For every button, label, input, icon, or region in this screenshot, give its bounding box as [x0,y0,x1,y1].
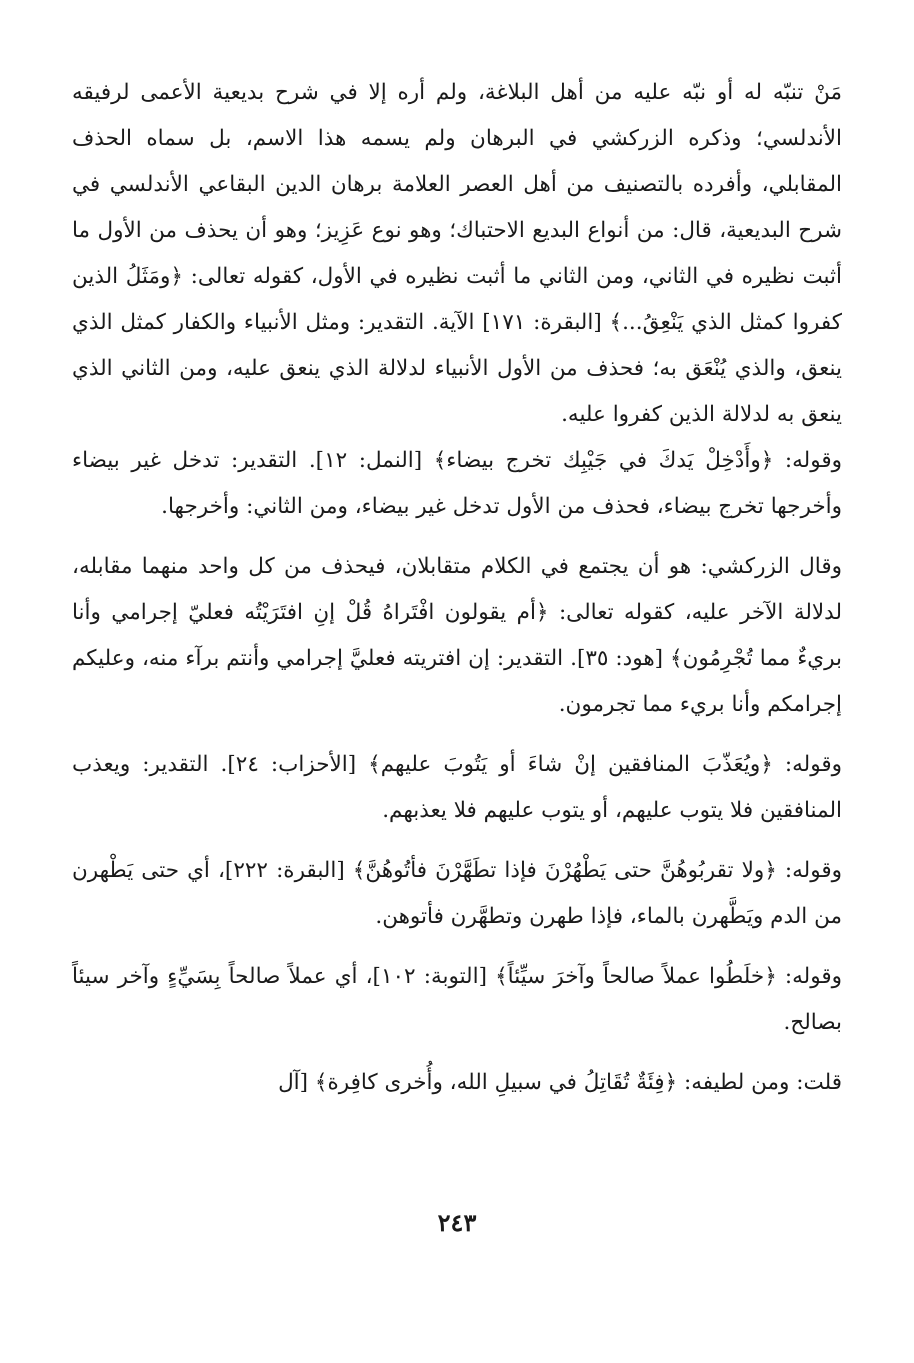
paragraph-naml: وقوله: ﴿وأَدْخِلْ يَدكَ في جَيْبِك تخرج بيضاء﴾ [النمل: ١٢]. التقدير: تدخل غير بيضاء وأخرجها تخرج بيضاء، فحذف من الأول تدخل غير بيضاء، ومن الثاني: وأخرجها. [72,448,842,519]
paragraph-tawba: وقوله: ﴿خلَطُوا عملاً صالحاً وآخرَ سيِّئاً﴾ [التوبة: ١٠٢]، أي عملاً صالحاً بِسَيِّءٍ وآخر سيئاً بصالح. [72,964,842,1035]
page-text [72,70,842,1106]
paragraph-ali-imran: قلت: ومن لطيفه: ﴿فِئَةٌ تُقَاتِلُ في سبيلِ الله، وأُخرى كافِرة﴾ [آل [278,1070,842,1095]
paragraph-zarkashi: وقال الزركشي: هو أن يجتمع في الكلام متقابلان، فيحذف من كل واحد منهما مقابله، لدلالة الآخر عليه، كقوله تعالى: ﴿أم يقولون افْتَراهُ قُلْ إنِ افتَرَيْتُه فعليّ إجرامي وأنا بريءٌ مما تُجْرِمُون﴾ [هود: ٣٥]. التقدير: إن افتريته فعليَّ إجرامي وأنتم برآء منه، وعليكم إجرامكم وأنا بريء مما تجرمون. [72,554,842,717]
paragraph-ahzab: وقوله: ﴿ويُعَذّبَ المنافقين إنْ شاءَ أو يَتُوبَ عليهم﴾ [الأحزاب: ٢٤]. التقدير: ويعذب المنافقين فلا يتوب عليهم، أو يتوب عليهم فلا يعذبهم. [72,752,842,823]
paragraph-baqara: وقوله: ﴿ولا تقربُوهُنَّ حتى يَطْهُرْنَ فإذا تطَهَّرْنَ فأتُوهُنَّ﴾ [البقرة: ٢٢٢]، أي حتى يَطْهرن من الدم ويَطَّهرن بالماء، فإذا طهرن وتطهَّرن فأتوهن. [72,858,842,929]
page-number: ٢٤٣ [437,1208,477,1237]
paragraph-ihtibak: مَنْ تنبّه له أو نبّه عليه من أهل البلاغة، ولم أره إلا في شرح بديعية الأعمى لرفيقه الأندلسي؛ وذكره الزركشي في البرهان ولم يسمه هذا الاسم، بل سماه الحذف المقابلي، وأفرده بالتصنيف من أهل العصر العلامة برهان الدين البقاعي الأندلسي في شرح البديعية، قال: من أنواع البديع الاحتباك؛ وهو نوع عَزِيز؛ وهو أن يحذف من الأول ما أثبت نظيره في الثاني، ومن الثاني ما أثبت نظيره في الأول، كقوله تعالى: ﴿ومَثَلُ الذين كفروا كمثل الذي يَنْعِقُ...﴾ [البقرة: ١٧١] الآية. التقدير: ومثل الأنبياء والكفار كمثل الذي ينعق، والذي يُنْعَق به؛ فحذف من الأول الأنبياء لدلالة الذي ينعق عليه، ومن الثاني الذي ينعق به لدلالة الذين كفروا عليه. [72,80,842,427]
